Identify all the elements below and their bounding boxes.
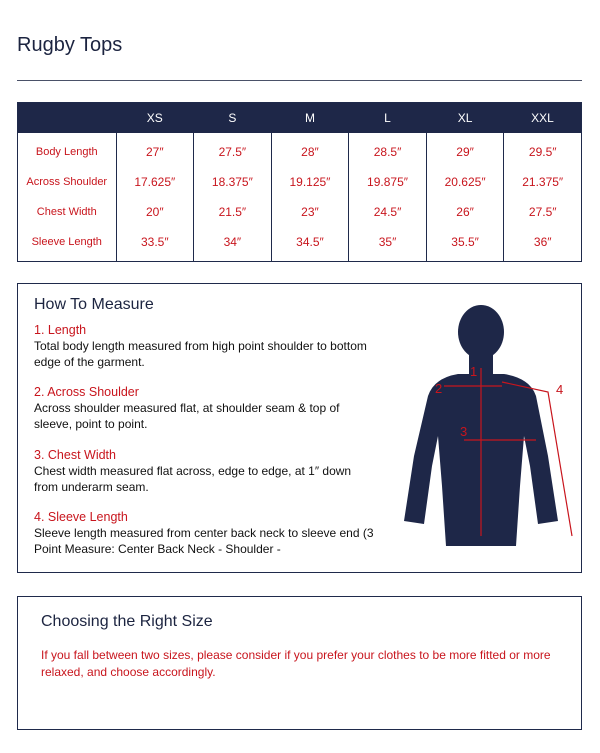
table-cell: 34″	[194, 227, 272, 262]
measure-step-length	[34, 322, 374, 370]
how-to-measure-panel	[17, 283, 582, 573]
table-row	[18, 197, 582, 227]
row-label: Body Length	[18, 133, 117, 167]
step-title: 2. Across Shoulder	[34, 385, 139, 399]
title-divider	[17, 80, 582, 81]
table-cell: 35″	[349, 227, 427, 262]
table-header-row	[18, 103, 582, 134]
table-row	[18, 227, 582, 262]
table-cell: 27.5″	[194, 133, 272, 167]
size-header: L	[349, 103, 427, 134]
table-cell: 21.375″	[522, 175, 564, 189]
size-header: M	[271, 103, 349, 134]
page-title: Rugby Tops	[17, 34, 123, 56]
marker-1: 1	[470, 364, 478, 379]
step-title: 4. Sleeve Length	[34, 510, 128, 524]
measure-step-chest-width	[34, 447, 374, 495]
table-cell: 17.625″	[116, 167, 194, 197]
table-cell: 28″	[271, 133, 349, 167]
measure-step-across-shoulder	[34, 384, 374, 432]
table-cell: 27″	[116, 133, 194, 167]
table-cell: 19.125″	[271, 167, 349, 197]
table-cell: 34.5″	[271, 227, 349, 262]
table-cell: 20″	[116, 197, 194, 227]
size-header: XS	[116, 103, 194, 134]
table-cell: 20.625″	[426, 167, 504, 197]
table-cell: 29.5″	[528, 145, 557, 159]
marker-3: 3	[460, 424, 468, 439]
marker-2: 2	[435, 381, 443, 396]
table-cell: 23″	[271, 197, 349, 227]
measure-step-sleeve-length	[34, 509, 374, 557]
size-header: XL	[426, 103, 504, 134]
table-cell: 26″	[426, 197, 504, 227]
table-cell: 29″	[426, 133, 504, 167]
size-header: S	[194, 103, 272, 134]
table-cell: 35.5″	[426, 227, 504, 262]
step-title: 1. Length	[34, 323, 87, 337]
table-cell: 24.5″	[349, 197, 427, 227]
choosing-size-text: If you fall between two sizes, please consider if you prefer your clothes to be more fitted or more relaxed, and choose accordingly.	[41, 648, 551, 679]
body-silhouette-figure	[398, 296, 583, 546]
size-header: XXL	[504, 103, 582, 134]
table-cell: 19.875″	[349, 167, 427, 197]
row-label: Chest Width	[18, 197, 117, 227]
table-cell: 27.5″	[528, 205, 557, 219]
table-cell: 21.5″	[194, 197, 272, 227]
marker-4: 4	[556, 382, 564, 397]
table-row	[18, 133, 582, 167]
step-description: Chest width measured flat across, edge to edge, at 1″ down from underarm seam.	[34, 464, 352, 494]
step-description: Sleeve length measured from center back neck to sleeve end (3 Point Measure: Center Back Neck - Shoulder -	[34, 526, 374, 556]
step-title: 3. Chest Width	[34, 448, 116, 462]
table-corner-cell	[18, 103, 117, 134]
table-cell: 28.5″	[349, 133, 427, 167]
table-cell: 36″	[533, 235, 552, 249]
row-label: Across Shoulder	[18, 167, 117, 197]
choosing-size-panel	[17, 596, 582, 730]
table-row	[18, 167, 582, 197]
step-description: Across shoulder measured flat, at shoulder seam & top of sleeve, point to point.	[34, 401, 340, 431]
size-chart-table	[17, 102, 582, 262]
table-cell: 33.5″	[116, 227, 194, 262]
how-to-measure-title: How To Measure	[34, 296, 154, 313]
row-label: Sleeve Length	[18, 227, 117, 262]
step-description: Total body length measured from high point shoulder to bottom edge of the garment.	[34, 339, 367, 369]
table-cell: 18.375″	[194, 167, 272, 197]
choosing-size-title: Choosing the Right Size	[41, 613, 213, 630]
